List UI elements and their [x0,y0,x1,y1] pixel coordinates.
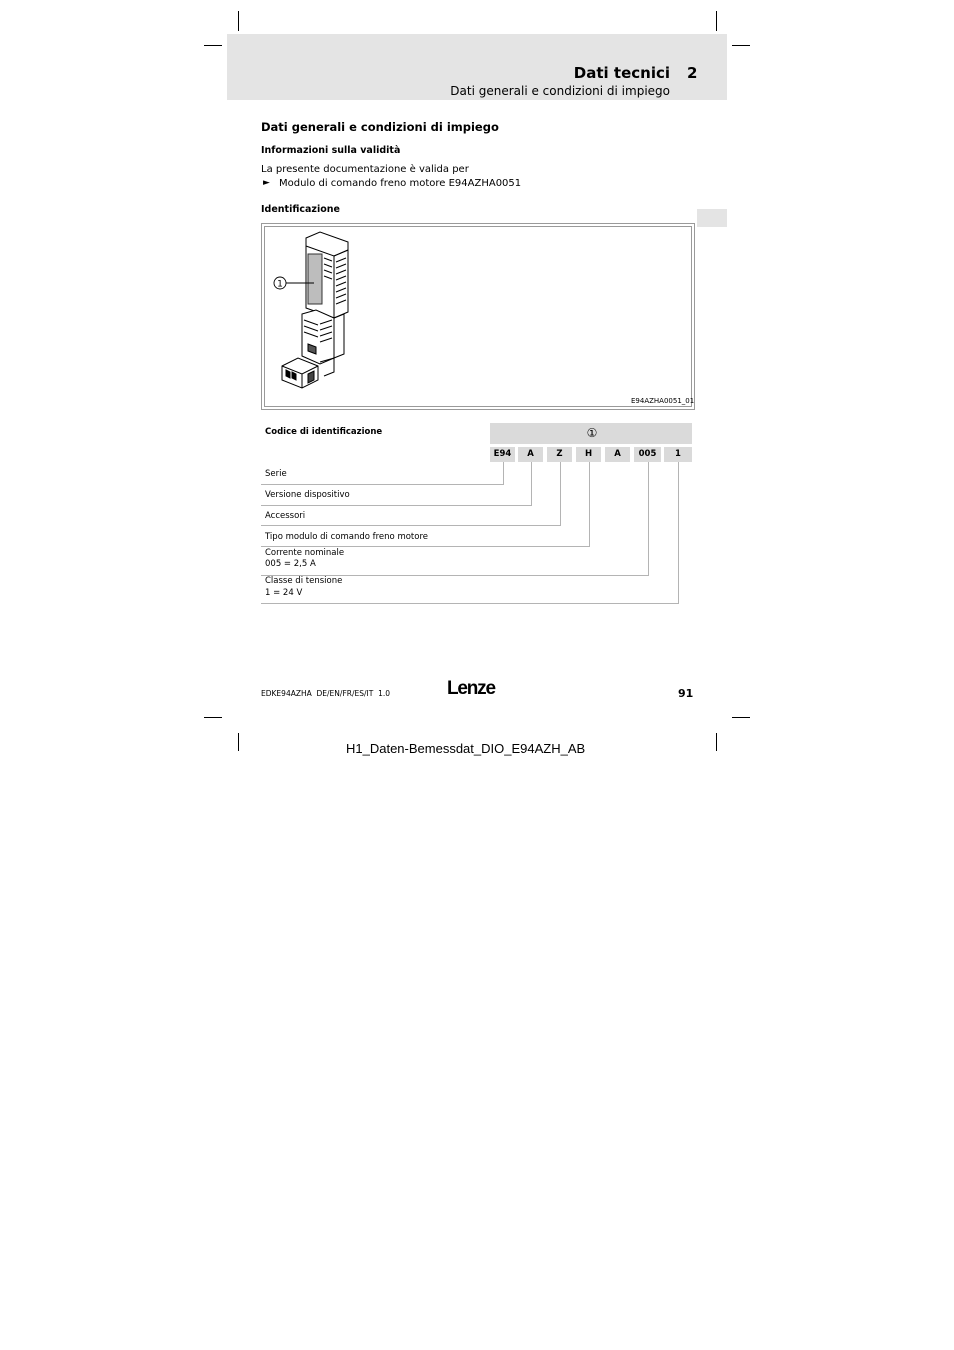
connector-line [503,462,504,484]
chapter-number: 2 [687,64,698,82]
row-divider [261,546,590,547]
code-part-series: E94 [490,447,515,462]
connector-line [678,462,679,603]
code-row-label: Corrente nominale [265,548,345,558]
crop-mark [238,11,239,31]
code-part-version: A [518,447,543,462]
crop-mark [732,717,750,718]
code-row-label: Serie [265,469,287,479]
validity-text: La presente documentazione è valida per [261,164,469,175]
file-label: H1_Daten-Bemessdat_DIO_E94AZH_AB [346,741,586,756]
code-row-label: Classe di tensione [265,576,343,586]
identification-heading: Identificazione [261,204,340,215]
device-illustration [268,228,368,393]
figure-caption: E94AZHA0051_01 [631,397,695,405]
footer-doc-id: EDKE94AZHA DE/EN/FR/ES/IT 1.0 [261,689,391,698]
crop-mark [238,733,239,751]
side-tab [697,209,727,227]
bullet-icon: ► [263,178,270,188]
row-divider [261,484,504,485]
code-row-value: 1 = 24 V [265,588,303,598]
chapter-title: Dati tecnici [573,64,670,82]
code-marker: ① [586,426,598,440]
crop-mark [716,733,717,751]
code-part-type-2: A [605,447,630,462]
crop-mark [716,11,717,31]
connector-line [648,462,649,575]
code-row-label: Accessori [265,511,306,521]
code-part-voltage: 1 [664,447,692,462]
connector-line [589,462,590,546]
row-divider [261,505,532,506]
code-row-value: 005 = 2,5 A [265,559,316,569]
bullet-text: Modulo di comando freno motore E94AZHA0051 [279,178,522,189]
lenze-logo: Lenze [447,678,495,699]
crop-mark [204,717,222,718]
crop-mark [732,45,750,46]
connector-line [531,462,532,505]
code-row-label: Versione dispositivo [265,490,350,500]
figure-callout: 1 [277,279,283,290]
crop-mark [204,45,222,46]
code-part-type: H [576,447,601,462]
code-table-heading: Codice di identificazione [265,427,383,437]
row-divider [261,603,679,604]
code-row-label: Tipo modulo di comando freno motore [265,532,428,542]
code-part-current: 005 [634,447,661,462]
row-divider [261,525,561,526]
validity-heading: Informazioni sulla validità [261,145,401,156]
page-number: 91 [678,687,694,700]
chapter-subtitle: Dati generali e condizioni di impiego [450,84,670,98]
code-part-accessories: Z [547,447,572,462]
connector-line [560,462,561,525]
section-title: Dati generali e condizioni di impiego [261,120,499,134]
